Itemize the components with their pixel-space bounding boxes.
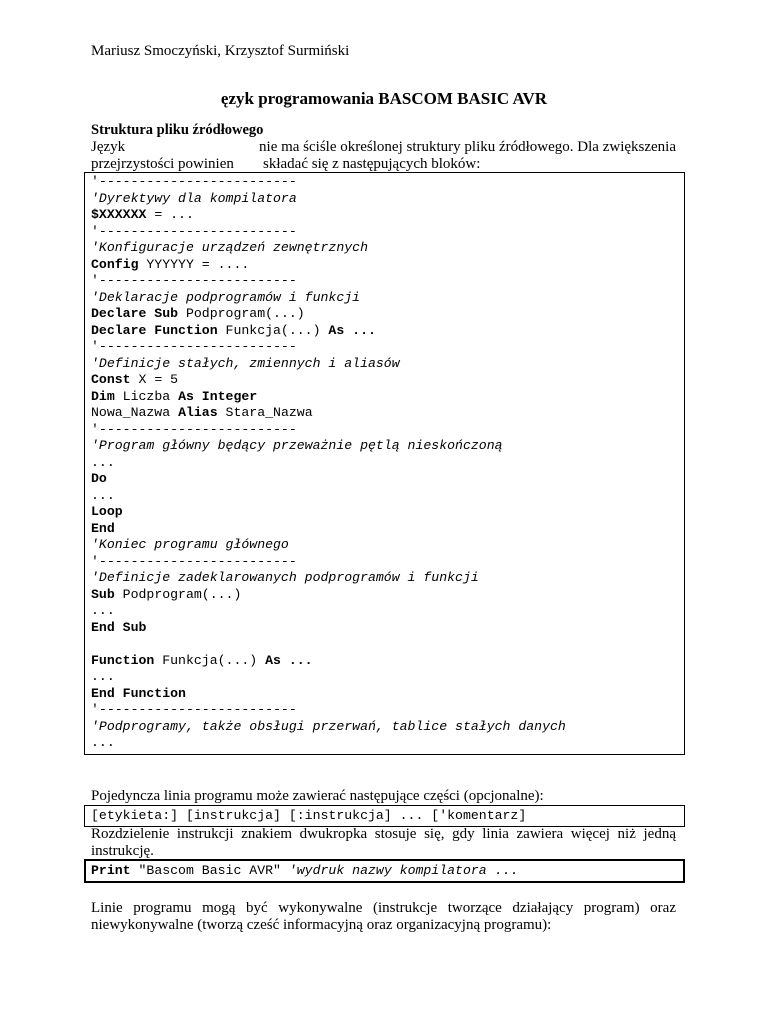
code-keyword: Declare Function [91, 322, 218, 338]
code-text: Liczba [114, 388, 179, 404]
code-comment: 'wydruk nazwy kompilatora ... [288, 863, 519, 878]
code-separator: '------------------------- [91, 702, 297, 717]
para1-line2-part-a: przejrzystości powinien [91, 156, 234, 172]
code-keyword: As ... [265, 652, 313, 668]
code-line-declare-sub [91, 306, 305, 323]
code-separator: '------------------------- [91, 339, 297, 354]
code-text: Funkcja(...) [217, 322, 329, 338]
code-line-alias [91, 405, 313, 422]
code-comment-config: 'Konfiguracje urządzeń zewnętrznych [91, 240, 368, 255]
code-separator: '------------------------- [91, 553, 297, 569]
code-comment-declarations: 'Deklaracje podprogramów i funkcji [91, 289, 361, 305]
code-ellipsis: ... [91, 735, 115, 750]
document-title: ęzyk programowania BASCOM BASIC AVR [220, 89, 548, 108]
code-separator: '------------------------- [91, 273, 297, 288]
code-keyword-end-sub: End Sub [91, 619, 147, 635]
para1-word1: Język [91, 139, 126, 155]
code-ellipsis: ... [91, 454, 115, 470]
footer-para-line2: niewykonywalne (tworzą cześć informacyjną oraz organizacyjną programu): [91, 917, 552, 933]
code-line-function [91, 653, 313, 670]
line-parts-desc-line1: Rozdzielenie instrukcji znakiem dwukropka stosuje się, gdy linia zawiera więcej niż jedną [91, 826, 676, 842]
code-keyword: Config [91, 256, 139, 272]
section-heading: Struktura pliku źródłowego [91, 122, 264, 138]
code-keyword: As Integer [178, 388, 258, 404]
line-parts-intro: Pojedyncza linia programu może zawierać następujące części (opcjonalne): [91, 788, 544, 804]
code-keyword: Dim [91, 388, 115, 404]
code-separator: '------------------------- [91, 421, 297, 437]
code-keyword: Alias [178, 405, 218, 420]
code-text: = ... [146, 207, 194, 222]
code-comment-directives: 'Dyrektywy dla kompilatora [91, 190, 297, 206]
code-line-const [91, 372, 178, 389]
code-text: X = 5 [130, 372, 179, 387]
code-keyword: Function [91, 652, 155, 668]
code-comment-end-main: 'Koniec programu głównego [91, 537, 289, 552]
footer-para-line1: Linie programu mogą być wykonywalne (instrukcje tworzące działający program) oraz [91, 900, 676, 916]
code-separator: '------------------------- [91, 223, 297, 239]
code-comment-main: 'Program główny będący przeważnie pętlą nieskończoną [91, 438, 503, 453]
code-keyword-loop: Loop [91, 504, 123, 519]
code-text: Nowa_Nazwa [91, 405, 179, 420]
code-ellipsis: ... [91, 669, 115, 684]
code-ellipsis: ... [91, 487, 115, 503]
code-line-dim [91, 389, 257, 406]
code-line-sub [91, 587, 241, 604]
code-keyword-end: End [91, 520, 115, 536]
page-header-authors: Mariusz Smoczyński, Krzysztof Surmiński [91, 43, 350, 59]
code-line-config [91, 257, 249, 274]
code-separator: '------------------------- [91, 174, 297, 189]
code-keyword-print: Print [91, 863, 131, 878]
para1-line2-part-b: składać się z następujących bloków: [263, 156, 481, 172]
code-keyword: $XXXXXX [91, 207, 147, 222]
code-text: Stara_Nazwa [217, 405, 313, 420]
code-line-directive [91, 207, 194, 224]
code-comment-sub-definitions: 'Definicje zadeklarowanych podprogramów i funkcji [91, 570, 479, 585]
code-comment-subroutines: 'Podprogramy, także obsługi przerwań, tablice stałych danych [91, 718, 566, 734]
code-line-declare-function [91, 323, 376, 340]
code-text: Podprogram(...) [178, 306, 305, 321]
code-keyword: Sub [91, 586, 115, 602]
syntax-line: [etykieta:] [instrukcja] [:instrukcja] ... ['komentarz] [91, 808, 527, 823]
code-keyword: Declare Sub [91, 306, 179, 321]
code-keyword-end-function: End Function [91, 685, 186, 701]
code-keyword: As ... [328, 322, 376, 338]
code-string: "Bascom Basic AVR" [130, 863, 289, 878]
line-parts-desc-line2: instrukcję. [91, 843, 154, 859]
code-keyword: Const [91, 372, 131, 387]
para1-line1-rest: nie ma ściśle określonej struktury pliku źródłowego. Dla zwiększenia [259, 139, 676, 155]
code-text: Podprogram(...) [114, 586, 242, 602]
code-text: YYYYYY = .... [138, 256, 250, 272]
code-text: Funkcja(...) [154, 652, 266, 668]
code-keyword-do: Do [91, 471, 107, 486]
code-ellipsis: ... [91, 603, 115, 618]
example-line [91, 862, 518, 879]
code-comment-definitions: 'Definicje stałych, zmiennych i aliasów [91, 355, 400, 371]
